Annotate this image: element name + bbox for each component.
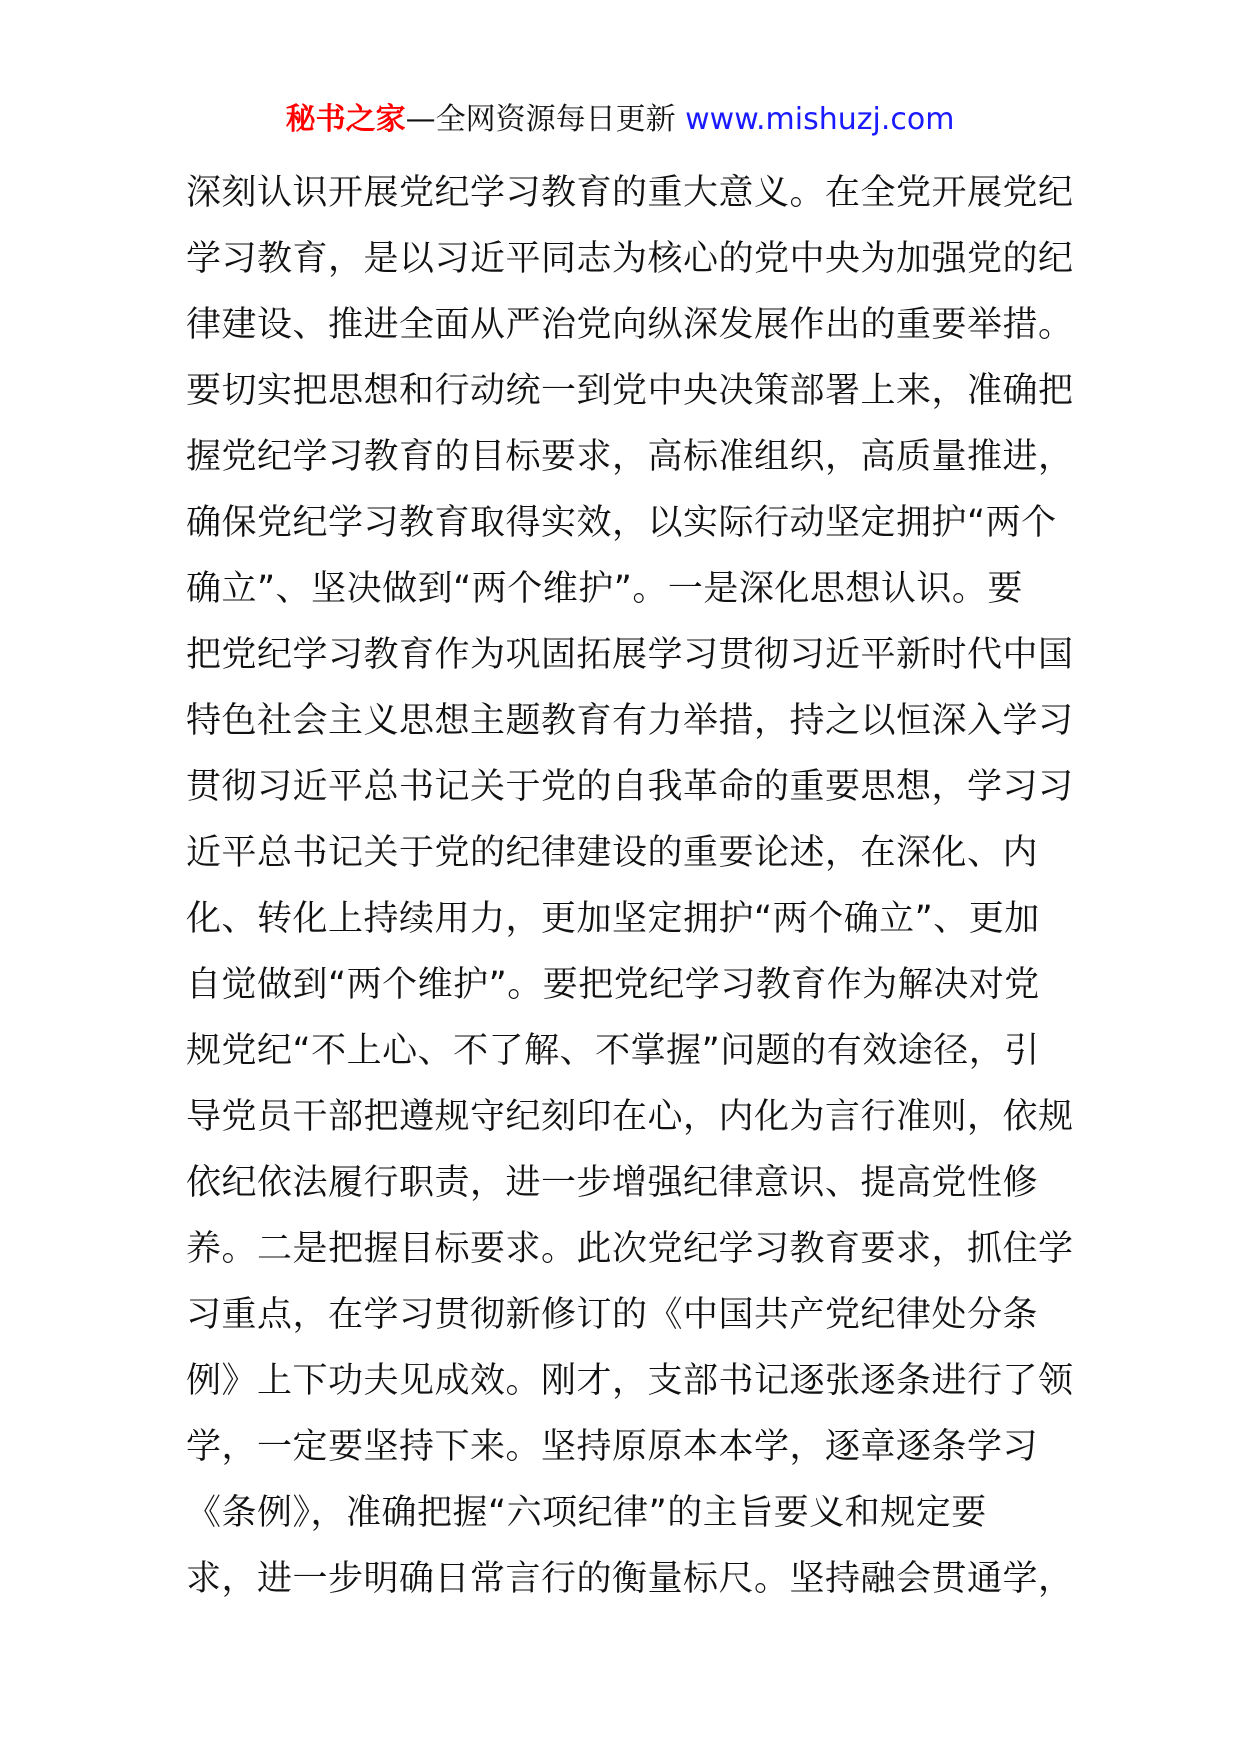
- text-line: 深刻认识开展党纪学习教育的重大意义。在全党开展党纪: [186, 173, 1074, 213]
- text-line: 化、转化上持续用力，更加坚定拥护“两个确立”、更加: [186, 899, 1040, 939]
- text-line: 近平总书记关于党的纪律建设的重要论述，在深化、内: [186, 833, 1039, 873]
- text-line: 要切实把思想和行动统一到党中央决策部署上来，准确把: [186, 371, 1074, 411]
- text-line: 例》上下功夫见成效。刚才，支部书记逐张逐条进行了领: [186, 1361, 1074, 1401]
- text-line: 养。二是把握目标要求。此次党纪学习教育要求，抓住学: [186, 1229, 1074, 1269]
- text-line: 求，进一步明确日常言行的衡量标尺。坚持融会贯通学，: [186, 1559, 1074, 1599]
- text-line: 握党纪学习教育的目标要求，高标准组织，高质量推进，: [186, 437, 1074, 477]
- header-url[interactable]: www.mishuzj.com: [685, 102, 955, 137]
- text-line: 自觉做到“两个维护”。要把党纪学习教育作为解决对党: [186, 965, 1040, 1005]
- text-line: 特色社会主义思想主题教育有力举措，持之以恒深入学习: [186, 701, 1074, 741]
- text-line: 贯彻习近平总书记关于党的自我革命的重要思想，学习习: [186, 767, 1074, 807]
- text-line: 确立”、坚决做到“两个维护”。一是深化思想认识。要: [186, 569, 1023, 609]
- text-line: 确保党纪学习教育取得实效，以实际行动坚定拥护“两个: [186, 503, 1057, 543]
- text-line: 依纪依法履行职责，进一步增强纪律意识、提高党性修: [186, 1163, 1039, 1203]
- header-tagline: —全网资源每日更新: [405, 102, 686, 137]
- brand-name: 秘书之家: [285, 102, 406, 137]
- text-line: 律建设、推进全面从严治党向纵深发展作出的重要举措。: [186, 305, 1074, 345]
- page-header: [0, 100, 1240, 140]
- text-line: 学习教育，是以习近平同志为核心的党中央为加强党的纪: [186, 239, 1074, 279]
- document-body: [186, 160, 1074, 1612]
- text-line: 把党纪学习教育作为巩固拓展学习贯彻习近平新时代中国: [186, 635, 1074, 675]
- text-line: 规党纪“不上心、不了解、不掌握”问题的有效途径，引: [186, 1031, 1040, 1071]
- text-line: 习重点，在学习贯彻新修订的《中国共产党纪律处分条: [186, 1295, 1039, 1335]
- text-line: 导党员干部把遵规守纪刻印在心，内化为言行准则，依规: [186, 1097, 1074, 1137]
- text-line: 《条例》，准确把握“六项纪律”的主旨要义和规定要: [186, 1493, 987, 1533]
- text-line: 学，一定要坚持下来。坚持原原本本学，逐章逐条学习: [186, 1427, 1039, 1467]
